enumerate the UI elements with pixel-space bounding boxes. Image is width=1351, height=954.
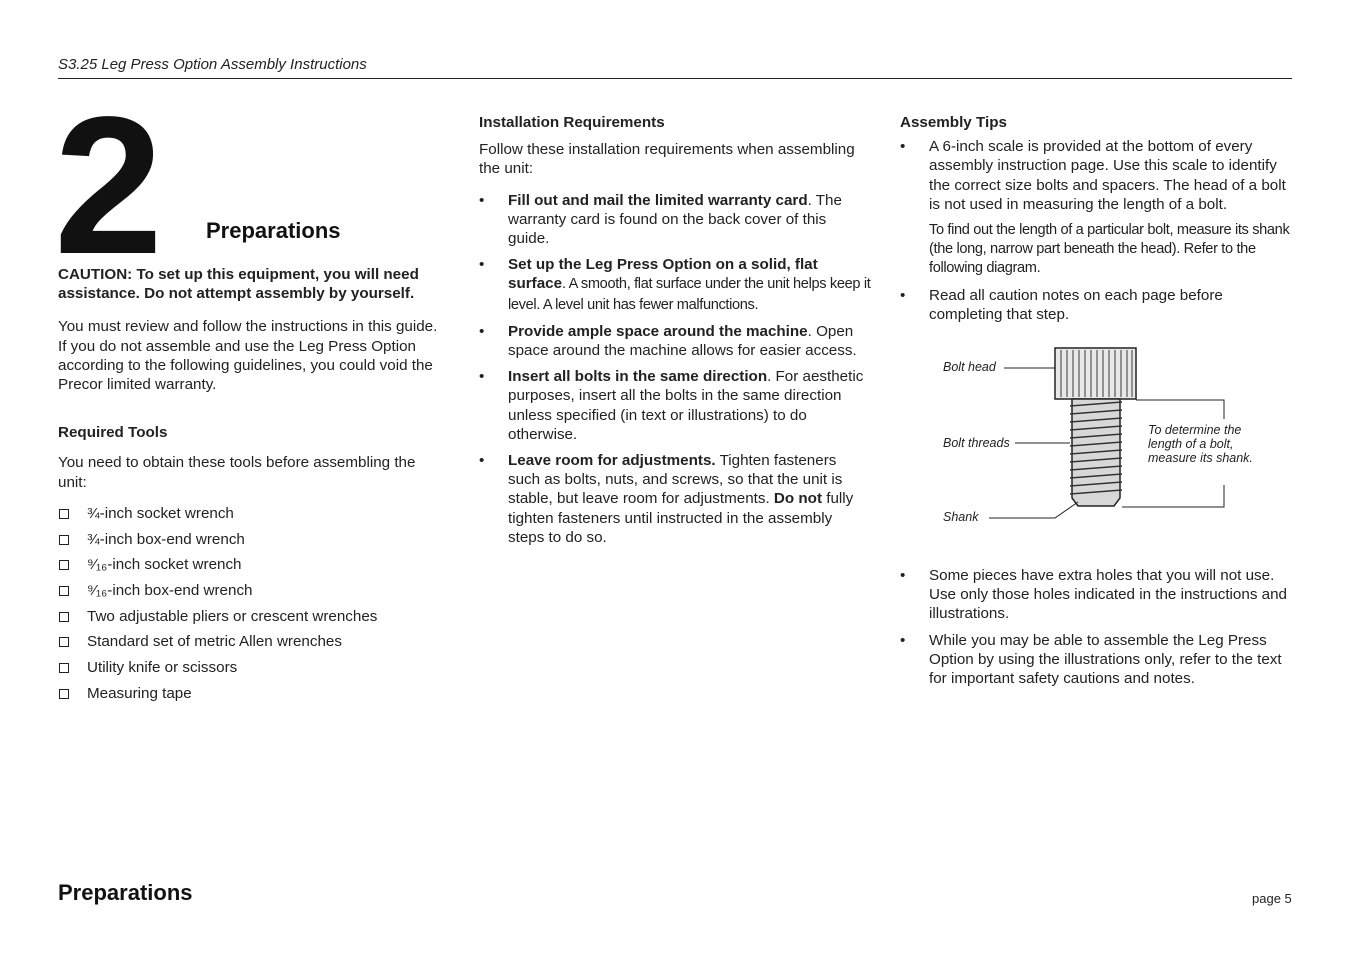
list-item: • Fill out and mail the limited warranty card. The warranty card is found on the back cover of this guide. (479, 191, 871, 249)
list-item: • A 6-inch scale is provided at the bottom of every assembly instruction page. Use this scale to identify the correct size bolts and spacers. The head of a bolt is not used in measuring the length of a bolt. To find out the length of a particular bolt, measure its shank (the long, narrow part beneath the head). Refer to the following diagram. (900, 137, 1295, 278)
installation-heading: Installation Requirements (479, 114, 665, 131)
label-bolt-threads: Bolt threads (943, 436, 1010, 451)
page-header (58, 56, 1292, 79)
list-item: • Some pieces have extra holes that you will not use. Use only those holes indicated in the instructions and illustrations. (900, 566, 1295, 624)
list-item: • Leave room for adjustments. Tighten fasteners such as bolts, nuts, and screws, so that the unit is stable, but leave room for adjustments. Do not fully tighten fasteners until instructed in the assembly steps to do so. (479, 451, 871, 547)
list-item: Utility knife or scissors (58, 658, 448, 684)
list-item: ⁹⁄₁₆-inch socket wrench (58, 555, 448, 581)
tools-list (58, 504, 448, 710)
list-item: Standard set of metric Allen wrenches (58, 632, 448, 658)
list-item: ¾-inch socket wrench (58, 504, 448, 530)
tips-sub-paragraph: To find out the length of a particular bolt, measure its shank (the long, narrow part beneath the head). Refer to the following diagram. (929, 222, 1290, 277)
header-title: S3.25 Leg Press Option Assembly Instructions (58, 56, 367, 73)
list-item: • Insert all bolts in the same direction. For aesthetic purposes, insert all the bolts in the same direction unless specified (in text or illustrations) to do otherwise. (479, 367, 871, 444)
note-line-2: length of a bolt, (1148, 437, 1234, 452)
list-item: Two adjustable pliers or crescent wrenches (58, 607, 448, 633)
bolt-diagram (900, 342, 1295, 542)
footer-title: Preparations (58, 880, 193, 905)
list-item: Measuring tape (58, 684, 448, 710)
chapter-title: Preparations (206, 218, 341, 243)
page-number: page 5 (1252, 891, 1292, 906)
left-column (58, 265, 448, 709)
assembly-tips-heading: Assembly Tips (900, 114, 1007, 131)
installation-list (479, 191, 871, 547)
middle-column (479, 113, 871, 547)
label-shank: Shank (943, 510, 979, 525)
installation-intro: Follow these installation requirements when assembling the unit: (479, 141, 855, 178)
intro-paragraph: You must review and follow the instructions in this guide. If you do not assemble and use the Leg Press Option according to the following guidelines, you could void the Precor limited warranty. (58, 318, 438, 394)
list-item: • Read all caution notes on each page before completing that step. (900, 286, 1295, 324)
list-item: • Set up the Leg Press Option on a solid, flat surface. A smooth, flat surface under the unit helps keep it level. A level unit has fewer malfunctions. (479, 255, 871, 315)
label-bolt-head: Bolt head (943, 360, 996, 375)
list-item: ¾-inch box-end wrench (58, 530, 448, 556)
note-line-3: measure its shank. (1148, 451, 1253, 466)
measure-bracket-bottom (1122, 485, 1224, 507)
list-item: • While you may be able to assemble the Leg Press Option by using the illustrations only, refer to the text for important safety cautions and notes. (900, 631, 1295, 689)
shank-leader (989, 502, 1078, 518)
tips-list-continued (900, 566, 1295, 688)
tips-list (900, 137, 1295, 324)
tools-intro: You need to obtain these tools before assembling the unit: (58, 454, 416, 491)
caution-text: CAUTION: To set up this equipment, you will need assistance. Do not attempt assembly by yourself. (58, 266, 419, 303)
required-tools-heading: Required Tools (58, 424, 168, 442)
list-item: ⁹⁄₁₆-inch box-end wrench (58, 581, 448, 607)
chapter-number: 2 (54, 76, 158, 295)
list-item: • Provide ample space around the machine. Open space around the machine allows for easier access. (479, 322, 871, 360)
measure-bracket-top (1136, 400, 1224, 419)
right-column (900, 113, 1295, 688)
note-line-1: To determine the (1148, 423, 1242, 438)
